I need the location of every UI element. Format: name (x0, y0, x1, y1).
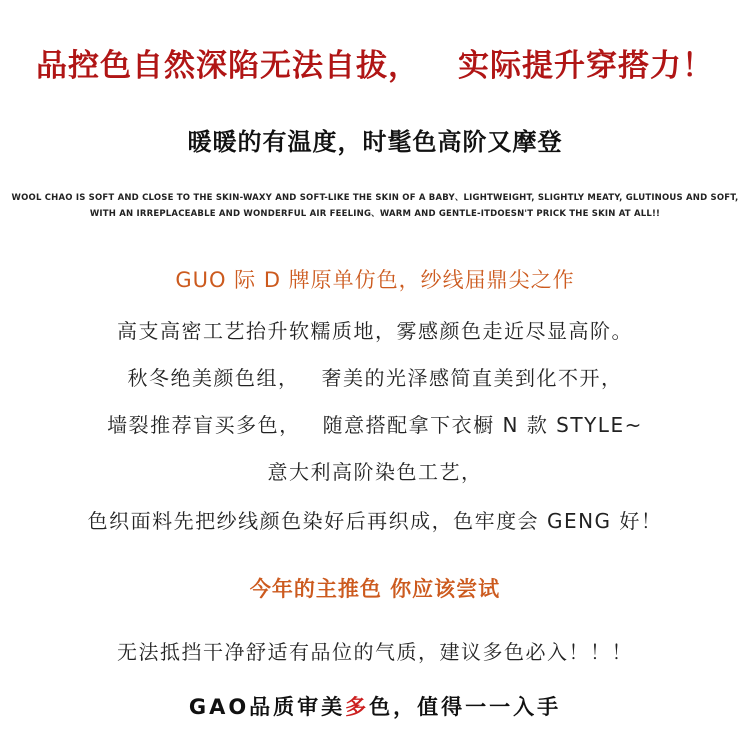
body-line-5: 色织面料先把纱线颜色染好后再织成，色牢度会 GENG 好！ (87, 509, 663, 533)
advice-line: 无法抵挡干净舒适有品位的气质，建议多色必入！！！ (117, 640, 633, 664)
body-line-2b: 奢美的光泽感简直美到化不开， (321, 366, 623, 390)
headline-part2: 实际提升穿搭力！ (458, 48, 714, 84)
body-line-3 (0, 409, 750, 438)
body-line-3a: 墙裂推荐盲买多色， (107, 413, 301, 437)
final-prefix: GAO品质审美 (188, 695, 346, 719)
final-suffix: 色，值得一一入手 (369, 695, 562, 719)
body-line-1: 高支高密工艺抬升软糯质地，雾感颜色走近尽显高阶。 (117, 319, 633, 343)
color-section-title: 今年的主推色 你应该尝试 (249, 577, 501, 601)
final-line (0, 691, 750, 721)
body-line-4: 意大利高阶染色工艺， (267, 460, 483, 484)
body-line-2a: 秋冬绝美颜色组， (127, 366, 300, 390)
final-highlight: 多 (345, 695, 370, 719)
accent-line: GUO 际 D 牌原单仿色，纱线届鼎尖之作 (175, 268, 575, 292)
english-description-line2: WITH AN IRREPLACEABLE AND WONDERFUL AIR FEELING、WARM AND GENTLE-ITDOESN'T PRICK THE SKIN AT ALL!! (89, 209, 661, 219)
body-line-3b: 随意搭配拿下衣橱 N 款 STYLE~ (322, 413, 643, 437)
headline (0, 40, 750, 85)
body-line-2 (0, 362, 750, 391)
english-description-line1: WOOL CHAO IS SOFT AND CLOSE TO THE SKIN-WAXY AND SOFT-LIKE THE SKIN OF A BABY、LIGHTWEIGHT, SLIGHTLY MEATY, GLUTINOUS AND SOFT, (11, 193, 739, 203)
headline-part1: 品控色自然深陷无法自拔， (36, 48, 420, 84)
subtitle: 暖暖的有温度，时髦色高阶又摩登 (187, 128, 563, 156)
